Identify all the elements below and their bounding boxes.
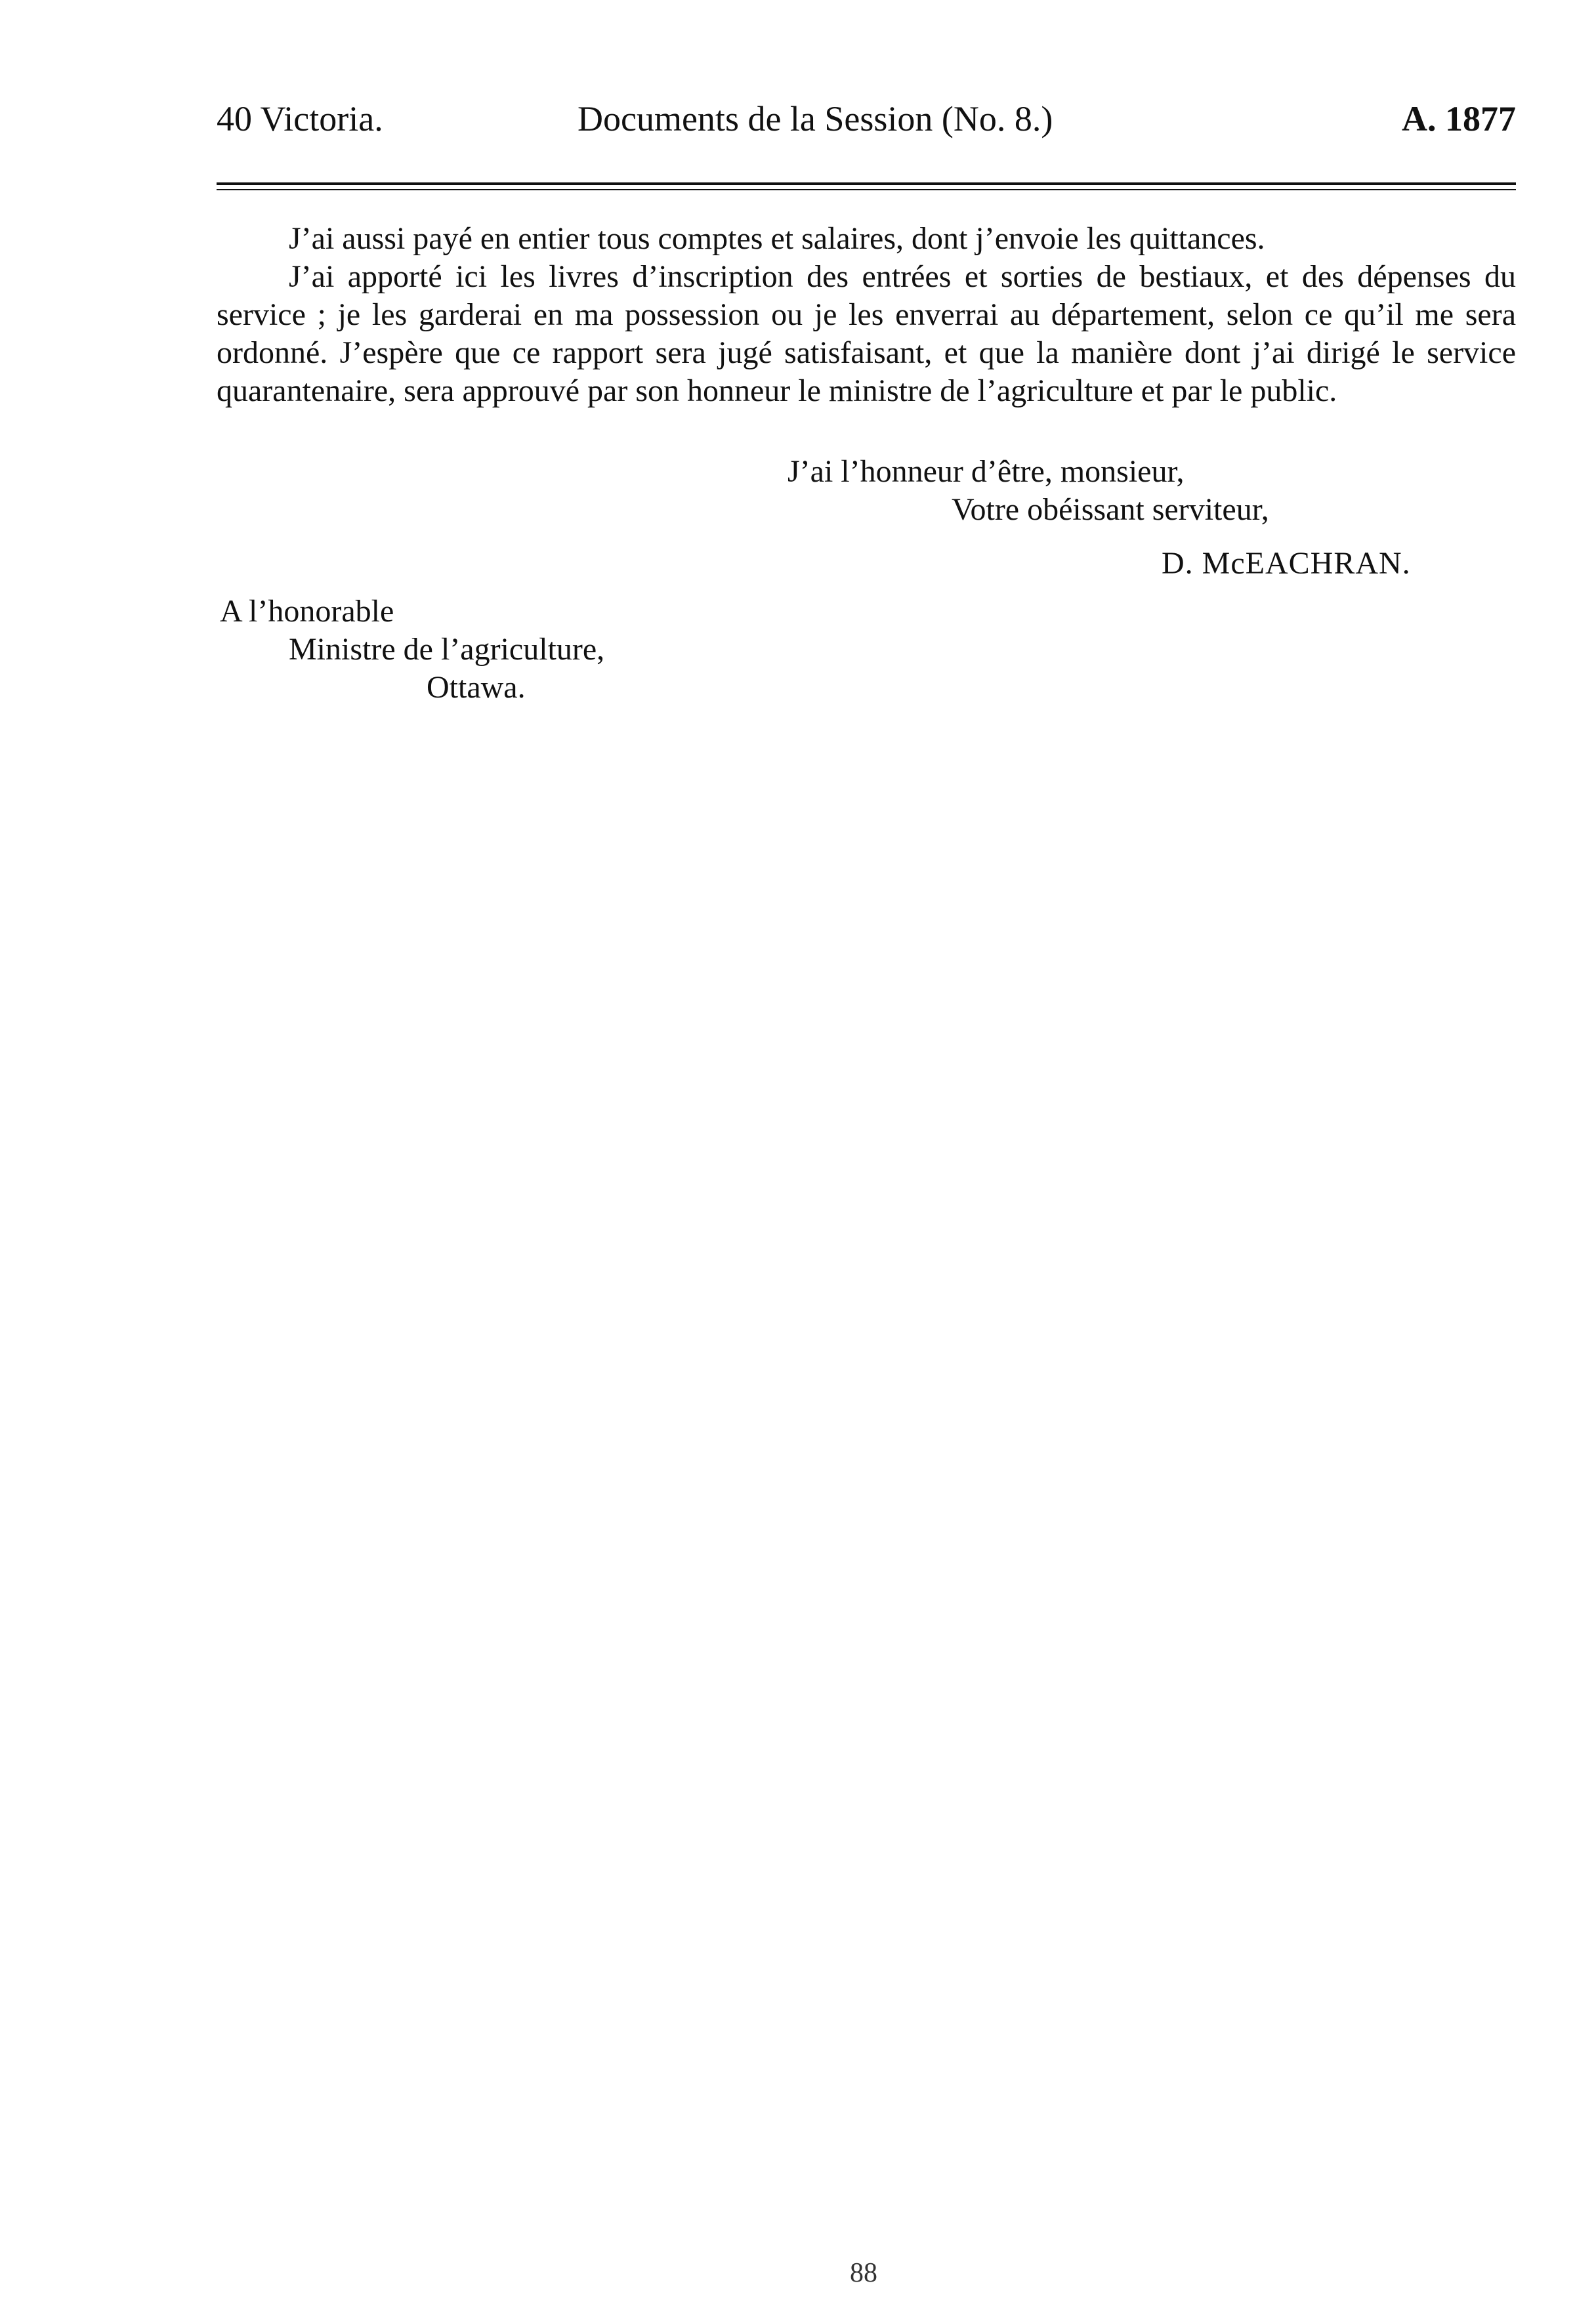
- closing-salutation: J’ai l’honneur d’être, monsieur,: [788, 454, 1185, 489]
- addressee-city: Ottawa.: [427, 670, 526, 705]
- closing-servant: Votre obéissant serviteur,: [952, 492, 1269, 527]
- page-number: 88: [850, 2258, 877, 2288]
- letter-body: [217, 220, 1516, 410]
- header-year: A. 1877: [1402, 99, 1516, 138]
- header-regnal-year: 40 Victoria.: [217, 99, 383, 138]
- header-rule-thin: [217, 189, 1516, 190]
- paragraph-payments: J’ai aussi payé en entier tous comptes et salaires, dont j’envoie les quittances.: [289, 221, 1265, 256]
- addressee-title: Ministre de l’agriculture,: [289, 632, 605, 667]
- header-rule-thick: [217, 182, 1516, 185]
- page-header: [217, 98, 1516, 151]
- signature: D. McEACHRAN.: [1162, 546, 1411, 581]
- paragraph-records: J’ai apporté ici les livres d’inscription des entrées et sorties de bestiaux, et des dépenses du service ; je les garderai en ma possession ou je les enverrai au département, selon ce qu’il me sera ordonné. J’espère que ce rapport sera jugé satisfaisant, et que la manière dont j’ai dirigé le service quarantenaire, sera approuvé par son honneur le ministre de l’agriculture et par le public.: [217, 259, 1516, 408]
- header-series-title: Documents de la Session (No. 8.): [578, 99, 1053, 138]
- addressee-line: A l’honorable: [220, 594, 394, 629]
